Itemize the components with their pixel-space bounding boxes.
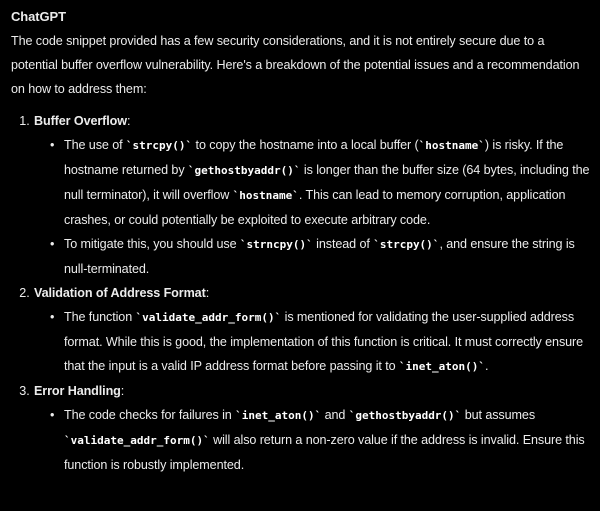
issue-item: 3. Error Handling: • The code checks for failures in `inet_aton()` and `gethostbyaddr()` but assumes `validate_addr_form()` will also return a non-zero value if the address is invalid. Ensure this function is robustly implemented.	[33, 379, 592, 477]
bullet-text: , and ensure the string is null-terminated.	[64, 237, 575, 276]
message-intro: The code snippet provided has a few security considerations, and it is not entirely secure due to a potential buffer overflow vulnerability. Here's a breakdown of the potential issues and a recommendation on how to address them:	[11, 34, 580, 96]
message-author: ChatGPT	[11, 9, 66, 24]
bullet-text: The code checks for failures in	[64, 408, 236, 422]
bullet-text: .	[485, 359, 489, 373]
bullet-text: to copy the hostname into a local buffer (	[192, 138, 419, 152]
inline-code: `validate_addr_form()`	[135, 311, 282, 324]
bullet-text: is mentioned for validating the user-supplied address format. While this is good, the implementation of this function is critical. It must correctly ensure that the input is a valid IP address format before passing it to	[64, 310, 584, 373]
inline-code: `hostname`	[232, 189, 299, 202]
bullet-text: will also return a non-zero value if the address is invalid. Ensure this function is robustly implemented.	[64, 433, 585, 472]
bullet-text: . This can lead to memory corruption, application crashes, or could potentially be exploited to execute arbitrary code.	[64, 188, 566, 227]
issue-title: Buffer Overflow	[34, 114, 127, 128]
issue-points	[34, 133, 592, 281]
bullet-point	[50, 305, 592, 379]
inline-code: `strcpy()`	[373, 238, 440, 251]
issue-title: Validation of Address Format	[34, 286, 206, 300]
inline-code: `inet_aton()`	[235, 409, 322, 422]
bullet-text: To mitigate this, you should use	[64, 237, 240, 251]
inline-code: `inet_aton()`	[398, 360, 485, 373]
bullet-text: The use of	[64, 138, 126, 152]
inline-code: `validate_addr_form()`	[64, 434, 210, 447]
bullet-text: is longer than the buffer size (64 bytes, including the null terminator), it will overflow	[64, 163, 590, 202]
issue-item: 1. Buffer Overflow: • The use of `strcpy()` to copy the hostname into a local buffer (`hostname`) is risky. If the hostname returned by `gethostbyaddr()` is longer than the buffer size (64 bytes, including the null terminator), it will overflow `hostname`. This can lead to memory corruption, application crashes, or could potentially be exploited to execute arbitrary code. • To mitigate this, you should use `strncpy()` instead of `strcpy()`, and ensure the string is null-terminated.	[33, 109, 592, 281]
bullet-point	[50, 232, 592, 281]
issue-title: Error Handling	[34, 384, 121, 398]
bullet-text: ) is risky. If the hostname returned by	[64, 138, 564, 177]
inline-code: `strncpy()`	[239, 238, 313, 251]
bullet-text: and	[321, 408, 349, 422]
inline-code: `hostname`	[418, 139, 485, 152]
issue-points	[34, 305, 592, 379]
issues-list	[11, 109, 592, 477]
bullet-text: but assumes	[461, 408, 536, 422]
inline-code: `gethostbyaddr()`	[348, 409, 462, 422]
issue-item: 2. Validation of Address Format: • The function `validate_addr_form()` is mentioned for validating the user-supplied address format. While this is good, the implementation of this function is critical. It must correctly ensure that the input is a valid IP address format before passing it to `inet_aton()`.	[33, 281, 592, 379]
inline-code: `strcpy()`	[125, 139, 193, 152]
issue-points	[34, 403, 592, 477]
bullet-text: The function	[64, 310, 136, 324]
bullet-point	[50, 133, 592, 232]
inline-code: `gethostbyaddr()`	[187, 164, 301, 177]
bullet-text: instead of	[312, 237, 374, 251]
bullet-point	[50, 403, 592, 477]
